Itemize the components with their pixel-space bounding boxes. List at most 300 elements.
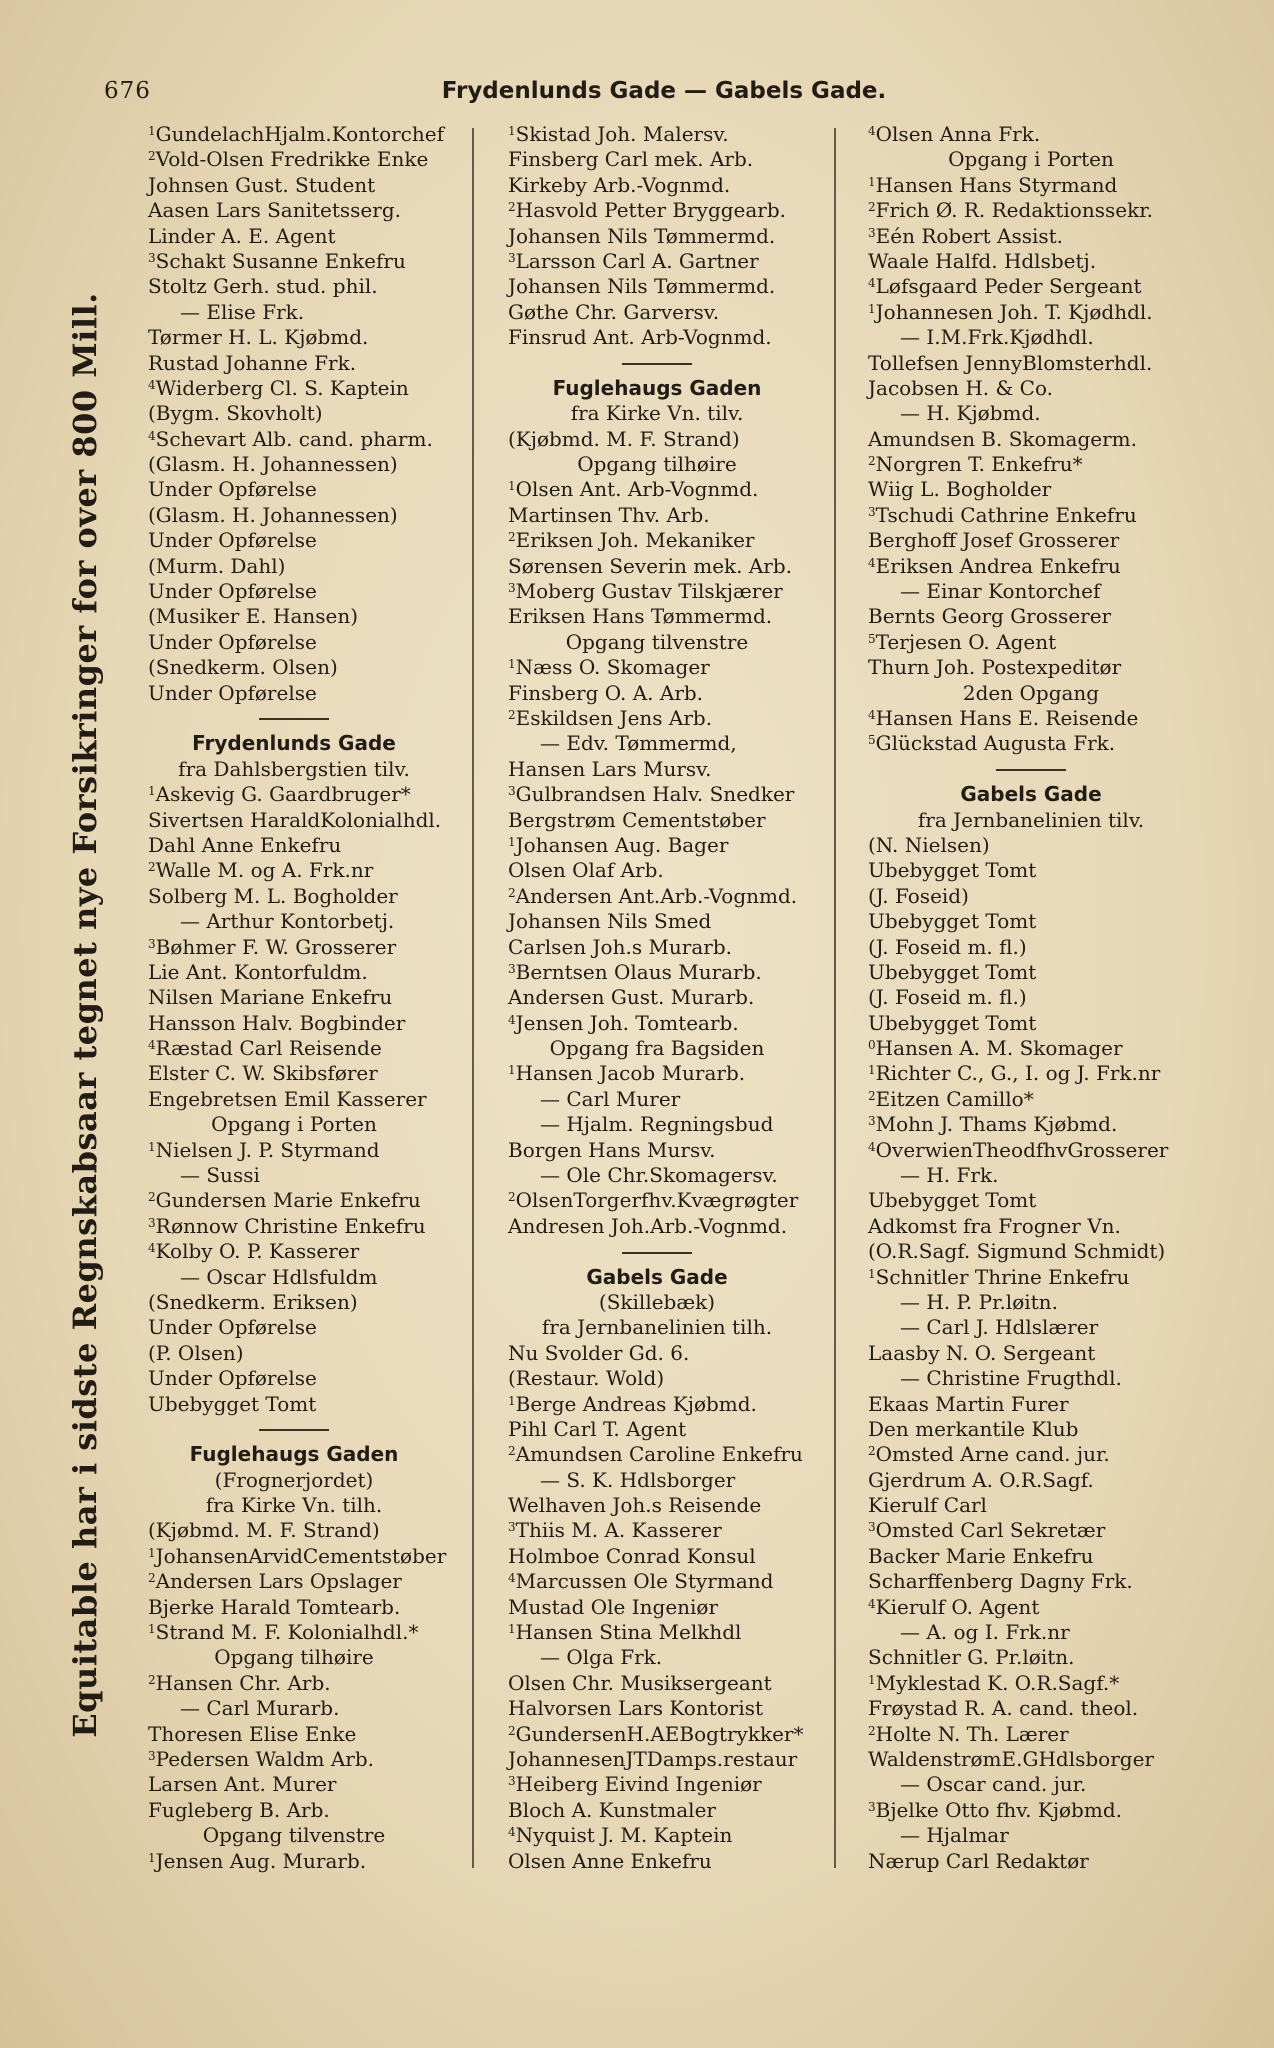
directory-entry [838,1112,1224,1137]
entry-text: Opgang i Porten [948,147,1114,172]
directory-entry [118,1747,470,1772]
directory-entry [118,1671,470,1696]
directory-entry [478,731,836,756]
directory-entry [838,376,1224,401]
directory-entry [478,122,836,147]
house-number-entry [118,452,470,477]
floor-number: 3 [508,250,516,265]
entry-text: Olsen Ant. Arb-Vognmd. [515,477,759,502]
directory-entry [478,604,836,629]
directory-entry [118,300,470,325]
directory-entry [838,1011,1224,1036]
directory-entry [838,173,1224,198]
entry-text: Richter C., G., I. og J. Frk.nr [875,1061,1161,1086]
directory-entry [478,1772,836,1797]
side-advertisement [55,292,115,1738]
section-note [478,1036,836,1061]
house-number-entry [478,427,836,452]
directory-entry [838,528,1224,553]
floor-number: 2 [148,860,156,875]
entry-text: Omsted Carl Sekretær [875,1518,1106,1543]
entry-text: Berge Andreas Kjøbmd. [515,1391,757,1416]
directory-entry [118,1315,470,1340]
directory-entry [478,960,836,985]
floor-number: 4 [868,276,876,291]
floor-number: 1 [148,1139,156,1154]
section-note [118,1112,470,1137]
entry-text: — Ole Chr.Skomagersv. [540,1163,778,1188]
floor-number: 2 [508,530,516,545]
floor-number: 2 [148,1190,156,1205]
entry-text: Scharffenberg Dagny Frk. [868,1569,1133,1594]
directory-entry [478,1645,836,1670]
floor-number: 3 [508,581,516,596]
floor-number: 3 [868,504,876,519]
directory-entry [478,1518,836,1543]
directory-entry [478,173,836,198]
entry-text: — Carl Murer [540,1086,681,1111]
floor-number: 1 [868,1063,876,1078]
floor-number: 2 [868,454,876,469]
directory-entry [478,147,836,172]
directory-entry [118,1163,470,1188]
house-number-entry [838,300,1224,325]
directory-entry [478,1087,836,1112]
entry-text: Olsen Olaf Arb. [508,858,664,883]
entry-text: Borgen Hans Mursv. [508,1137,716,1162]
directory-entry [838,1620,1224,1645]
floor-number: 2 [148,1571,156,1586]
directory-entry [478,1747,836,1772]
directory-entry [118,173,470,198]
entry-text: Olsen Anna Frk. [875,122,1041,146]
directory-entry [838,960,1224,985]
directory-entry [478,1722,836,1747]
directory-entry [478,1595,836,1620]
entry-text: Schnitler G. Pr.løitn. [868,1645,1075,1670]
entry-text: Eitzen Camillo* [875,1086,1034,1111]
directory-entry [118,1138,470,1163]
directory-entry [478,1544,836,1569]
entry-text: Vold-Olsen Fredrikke Enke [155,147,429,172]
house-number-entry [118,401,470,426]
section-note [118,1493,470,1518]
directory-entry [838,1493,1224,1518]
entry-text: Schnitler Thrine Enkefru [875,1264,1130,1289]
entry-text: Ræstad Carl Reisende [155,1036,382,1061]
entry-text: Nu Svolder Gd. 6. [508,1340,690,1365]
entry-text: Martinsen Thv. Arb. [508,502,710,527]
running-title: Frydenlunds Gade — Gabels Gade. [441,78,887,104]
entry-text: Hansen A. M. Skomager [875,1036,1123,1061]
entry-text: Terjesen O. Agent [875,629,1057,654]
entry-text: WaldenstrømE.GHdlsborger [868,1747,1154,1771]
directory-entry [838,427,1224,452]
entry-text: Solberg M. L. Bogholder [148,883,398,908]
entry-text: Myklestad K. O.R.Sagf.* [875,1670,1120,1695]
floor-number: 2 [508,1444,516,1459]
floor-number: 1 [148,124,156,138]
entry-text: Nilsen Mariane Enkefru [148,985,393,1010]
floor-number: 1 [508,657,516,672]
entry-text: — Christine Frugthdl. [900,1366,1122,1391]
entry-text: GundelachHjalm.Kontorchef [155,122,444,146]
directory-entry [478,579,836,604]
entry-text: Johansen Nils Tømmermd. [508,274,776,299]
floor-number: 2 [868,1088,876,1103]
entry-text: Lie Ant. Kontorfuldm. [148,959,368,984]
entry-text: Nyquist J. M. Kaptein [515,1823,733,1848]
entry-text: Waale Halfd. Hdlsbetj. [868,248,1097,273]
entry-text: (J. Foseid) [868,883,969,908]
entry-text: Wiig L. Bogholder [868,477,1052,502]
entry-text: Tschudi Cathrine Enkefru [875,502,1137,527]
directory-entry [838,503,1224,528]
directory-entry [478,909,836,934]
floor-number: 3 [868,1114,876,1129]
entry-text: (J. Foseid m. fl.) [868,934,1027,959]
directory-entry [118,351,470,376]
floor-number: 1 [508,834,516,849]
directory-entry [838,731,1224,756]
entry-text: Ubebygget Tomt [868,1010,1037,1035]
directory-entry [478,1468,836,1493]
directory-entry [838,452,1224,477]
floor-number: 3 [868,1520,876,1535]
entry-text: Bloch A. Kunstmaler [508,1797,716,1822]
entry-text: Holte N. Th. Lærer [875,1721,1069,1746]
entry-text: Carlsen Joh.s Murarb. [508,934,733,959]
floor-number: 4 [868,707,876,722]
street-heading [478,1265,836,1290]
entry-text: Opgang tilhøire [577,452,737,477]
floor-number: 2 [508,1723,516,1738]
directory-entry [118,224,470,249]
directory-entry [838,122,1224,147]
entry-text: Ubebygget Tomt [868,909,1037,934]
floor-number: 0 [868,1038,876,1053]
entry-text: Under Opførelse [148,1315,317,1340]
floor-number: 1 [148,1850,156,1865]
floor-number: 2 [868,1723,876,1738]
directory-entry [118,1798,470,1823]
directory-entry [838,274,1224,299]
entry-text: — Edv. Tømmermd, [540,731,737,756]
entry-text: Adkomst fra Frogner Vn. [868,1213,1121,1238]
entry-text: (Murm. Dahl) [148,553,286,578]
column-2 [478,122,836,1892]
entry-text: — Carl Murarb. [180,1696,340,1721]
street-heading [478,376,836,401]
entry-text: fra Jernbanelinien tilv. [917,807,1145,832]
directory-entry [118,528,470,553]
section-note [118,1645,470,1670]
directory-entry [118,681,470,706]
floor-number: 2 [508,707,516,722]
directory-entry [838,249,1224,274]
directory-entry [478,1696,836,1721]
directory-entry [118,325,470,350]
directory-entry [478,1011,836,1036]
entry-text: Nielsen J. P. Styrmand [155,1137,380,1162]
directory-entry [838,1747,1224,1772]
section-note [478,401,836,426]
directory-entry [838,1366,1224,1391]
directory-entry [118,985,470,1010]
entry-text: Backer Marie Enkefru [868,1543,1094,1568]
entry-text: Bjerke Harald Tomtearb. [148,1594,401,1619]
directory-entry [478,1214,836,1239]
column-1 [118,122,470,1892]
entry-text: Under Opførelse [148,680,317,705]
entry-text: Opgang tilvenstre [565,629,749,654]
entry-text: Kolby O. P. Kasserer [155,1239,360,1264]
directory-entry [478,1671,836,1696]
entry-text: Kierulf Carl [868,1493,987,1518]
entry-text: — Oscar cand. jur. [900,1772,1087,1797]
floor-number: 2 [148,1672,156,1687]
directory-entry [478,1061,836,1086]
directory-entry [118,858,470,883]
directory-entry [118,833,470,858]
entry-text: Den merkantile Klub [868,1416,1079,1441]
entry-text: (Frognerjordet) [214,1467,374,1492]
entry-text: Norgren T. Enkefru* [875,452,1083,477]
floor-number: 3 [868,1799,876,1814]
entry-text: Andresen Joh.Arb.-Vognmd. [508,1213,788,1238]
floor-number: 1 [868,1672,876,1687]
entry-text: Nærup Carl Redaktør [868,1848,1089,1873]
directory-entry [478,808,836,833]
entry-text: — Oscar Hdlsfuldm [180,1264,378,1289]
section-note [478,630,836,655]
house-number-entry [838,884,1224,909]
directory-entry [838,1087,1224,1112]
directory-entry [838,1138,1224,1163]
entry-text: Larsson Carl A. Gartner [515,248,759,273]
entry-text: Gjerdrum A. O.R.Sagf. [868,1467,1094,1492]
entry-text: Engebretsen Emil Kasserer [148,1086,427,1111]
entry-text: Walle M. og A. Frk.nr [155,858,374,883]
entry-text: Johansen Aug. Bager [515,832,729,857]
house-number-entry [118,655,470,680]
directory-entry [478,300,836,325]
section-separator [838,757,1224,782]
entry-text: Gundersen Marie Enkefru [155,1188,421,1213]
entry-text: Thiis M. A. Kasserer [515,1518,722,1543]
house-number-entry [118,1290,470,1315]
floor-number: 2 [868,1444,876,1459]
directory-entry [478,782,836,807]
directory-entry [118,477,470,502]
column-rule [472,128,474,1868]
entry-text: Heiberg Eivind Ingeniør [515,1772,762,1797]
entry-text: Hansen Lars Mursv. [508,756,712,781]
entry-text: Olsen Chr. Musiksergeant [508,1670,772,1695]
entry-text: — H. P. Pr.løitn. [900,1289,1058,1314]
floor-number: 1 [508,124,516,138]
directory-entry [118,1188,470,1213]
floor-number: 1 [508,479,516,494]
directory-entry [118,579,470,604]
entry-text: fra Kirke Vn. tilv. [570,401,744,426]
entry-text: Pihl Carl T. Agent [508,1416,687,1441]
floor-number: 3 [148,250,156,265]
entry-text: fra Kirke Vn. tilh. [205,1493,383,1518]
directory-entry [838,1417,1224,1442]
section-separator [478,351,836,376]
directory-entry [118,1595,470,1620]
entry-text: Aasen Lars Sanitetsserg. [148,198,401,223]
house-number-entry [478,1620,836,1645]
directory-entry [478,706,836,731]
directory-entry [118,198,470,223]
directory-entry [478,1493,836,1518]
directory-entry [118,1214,470,1239]
house-number-entry [838,935,1224,960]
entry-text: Mohn J. Thams Kjøbmd. [875,1112,1118,1137]
floor-number: 4 [868,1139,876,1154]
directory-entry [478,554,836,579]
house-number-entry [118,604,470,629]
side-advertisement-text: Equitable har i sidste Regnskabsaar tegnet nye Forsikringer for over 800 Mill. [66,292,104,1738]
floor-number: 3 [508,1774,516,1789]
street-heading [118,1442,470,1467]
directory-entry [838,554,1224,579]
entry-text: Mustad Ole Ingeniør [508,1594,719,1619]
entry-text: (Kjøbmd. M. F. Strand) [508,426,740,451]
house-number-entry [838,1214,1224,1239]
directory-entry [838,604,1224,629]
section-note [478,1315,836,1340]
floor-number: 4 [148,428,156,443]
directory-entry [118,1544,470,1569]
entry-text: Ubebygget Tomt [868,959,1037,984]
entry-text: Hansen Stina Melkhdl [515,1620,742,1645]
entry-text: (Restaur. Wold) [508,1366,665,1391]
entry-text: Under Opførelse [148,477,317,502]
entry-text: — Sussi [180,1163,260,1188]
floor-number: 3 [508,1520,516,1535]
entry-text: Schevart Alb. cand. pharm. [155,426,433,451]
floor-number: 1 [868,1266,876,1281]
entry-text: JohansenArvidCementstøber [155,1543,447,1568]
entry-text: Hansen Chr. Arb. [155,1670,331,1695]
entry-text: — Hjalm. Regningsbud [540,1112,774,1137]
entry-text: (Kjøbmd. M. F. Strand) [148,1518,380,1543]
directory-entry [118,1011,470,1036]
directory-entry [478,1138,836,1163]
entry-text: Andersen Ant.Arb.-Vognmd. [515,883,798,908]
directory-entry [118,274,470,299]
directory-entry [478,935,836,960]
directory-entry [118,427,470,452]
entry-text: — H. Kjøbmd. [900,401,1041,426]
entry-text: fra Jernbanelinien tilh. [541,1315,773,1340]
entry-text: — Carl J. Hdlslærer [900,1315,1099,1340]
directory-entry [478,1163,836,1188]
entry-text: Eriksen Hans Tømmermd. [508,604,773,629]
directory-entry [838,1061,1224,1086]
entry-text: (O.R.Sagf. Sigmund Schmidt) [868,1239,1166,1264]
entry-text: Pedersen Waldm Arb. [155,1747,374,1771]
directory-entry [838,1849,1224,1874]
entry-text: Amundsen B. Skomagerm. [868,426,1137,451]
directory-entry [838,198,1224,223]
directory-entry [838,401,1224,426]
entry-text: Under Opførelse [148,528,317,553]
entry-text: Ubebygget Tomt [868,1188,1037,1213]
directory-entry [118,1366,470,1391]
entry-text: Bernts Georg Grosserer [868,604,1112,629]
entry-text: Finsberg O. A. Arb. [508,680,704,705]
house-number-entry [838,833,1224,858]
section-separator [118,706,470,731]
section-separator [118,1417,470,1442]
directory-entry [478,884,836,909]
entry-text: Eén Robert Assist. [875,223,1064,248]
entry-text: Marcussen Ole Styrmand [515,1569,774,1594]
directory-entry [118,147,470,172]
entry-text: OlsenTorgerfhv.Kvægrøgter [515,1188,799,1213]
directory-entry [838,1595,1224,1620]
directory-entry [838,1696,1224,1721]
directory-entry [838,1468,1224,1493]
entry-text: Schakt Susanne Enkefru [155,248,406,273]
floor-number: 2 [508,885,516,900]
column-3 [838,122,1224,1892]
entry-text: — Arthur Kontorbetj. [180,909,395,934]
floor-number: 3 [148,1749,156,1763]
entry-text: Jensen Aug. Murarb. [155,1848,367,1873]
directory-entry [838,1392,1224,1417]
entry-text: Rustad Johanne Frk. [148,350,357,375]
directory-entry [478,325,836,350]
entry-text: Opgang tilvenstre [202,1823,386,1848]
directory-entry [838,1798,1224,1823]
entry-text: Halvorsen Lars Kontorist [508,1696,764,1721]
directory-entry [838,1772,1224,1797]
entry-text: Jacobsen H. & Co. [868,375,1053,400]
entry-text: Ekaas Martin Furer [868,1391,1069,1416]
directory-entry [118,1722,470,1747]
section-separator [478,1239,836,1264]
entry-text: Jensen Joh. Tomtearb. [515,1010,739,1035]
directory-entry [838,579,1224,604]
entry-text: Frydenlunds Gade [192,731,396,756]
directory-entry [838,1823,1224,1848]
entry-text: Skistad Joh. Malersv. [515,122,729,146]
entry-text: Andersen Gust. Murarb. [508,985,755,1010]
floor-number: 1 [868,174,876,189]
directory-entry [118,122,470,147]
directory-entry [478,1569,836,1594]
entry-text: Sivertsen HaraldKolonialhdl. [148,807,442,832]
entry-text: Frøystad R. A. cand. theol. [868,1696,1139,1721]
house-number-entry [478,833,836,858]
entry-text: — Elise Frk. [180,299,305,324]
directory-entry [838,1645,1224,1670]
entry-text: (Snedkerm. Eriksen) [148,1289,358,1314]
entry-text: Opgang i Porten [211,1112,377,1137]
directory-entry [118,909,470,934]
directory-entry [478,655,836,680]
directory-entry [478,1417,836,1442]
entry-text: Linder A. E. Agent [148,223,336,248]
entry-text: (J. Foseid m. fl.) [868,985,1027,1010]
entry-text: Frich Ø. R. Redaktionssekr. [875,198,1153,223]
floor-number: 3 [508,961,516,976]
